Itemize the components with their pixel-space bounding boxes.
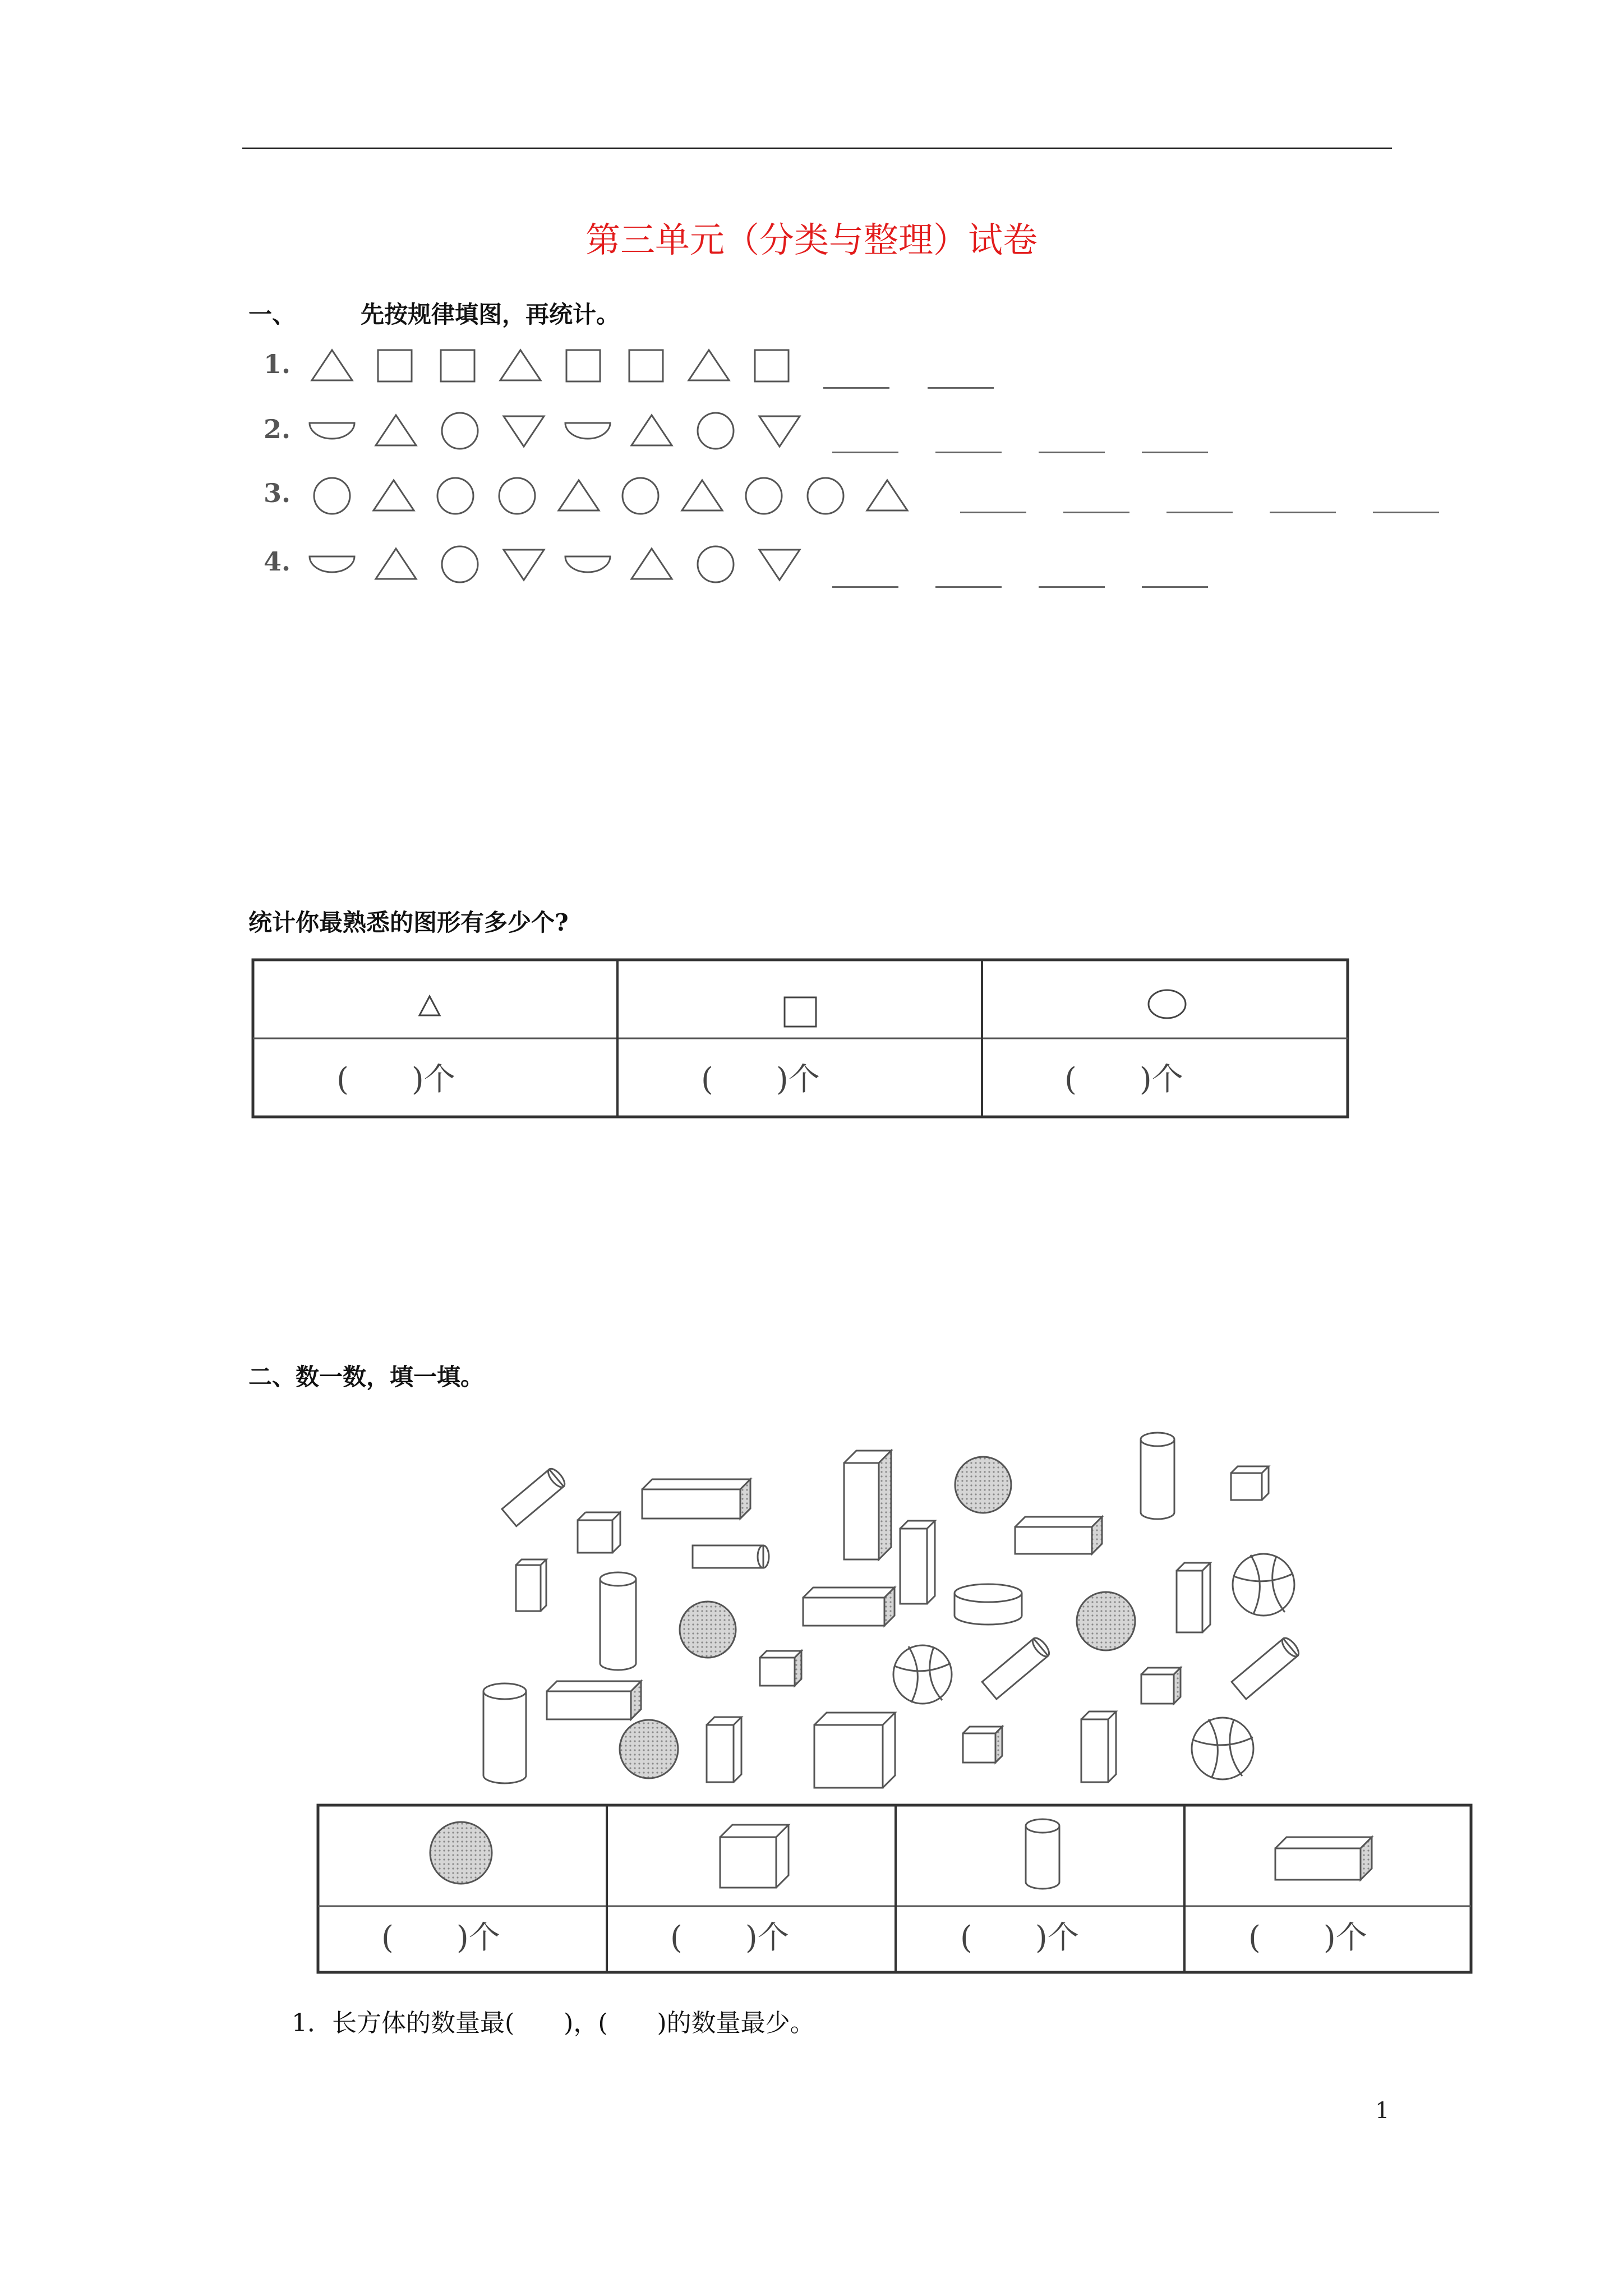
row-label-3: 3. [264, 478, 291, 508]
cylinder [483, 1683, 526, 1783]
cylinder-icon [1026, 1819, 1059, 1889]
half-circle-icon [565, 423, 610, 439]
tilted-cylinder [502, 1466, 568, 1526]
triangle-icon [500, 350, 541, 380]
small-cube [760, 1651, 801, 1686]
triangle-icon [631, 415, 672, 445]
cylinder [1141, 1433, 1174, 1519]
upright-box [1177, 1563, 1210, 1632]
tilted-cylinder [982, 1635, 1052, 1699]
stat-question: 统计你最熟悉的图形有多少个? [248, 909, 569, 936]
circle-icon [314, 478, 350, 514]
circle-icon [442, 546, 478, 582]
ball [893, 1645, 952, 1704]
tilted-cylinder [1232, 1635, 1302, 1699]
row-label-2: 2. [264, 414, 291, 444]
square-icon [755, 350, 789, 381]
circle-icon [698, 546, 734, 582]
triangle-icon [376, 549, 416, 579]
pattern-shapes [0, 0, 1623, 617]
answer-blank[interactable] [960, 512, 1026, 513]
answer-blank[interactable] [1373, 512, 1439, 513]
small-cube [963, 1727, 1002, 1763]
square-icon [566, 350, 600, 381]
upright-box [707, 1717, 741, 1782]
upright-box [1081, 1711, 1116, 1782]
answer-blank[interactable] [1270, 512, 1336, 513]
triangle-icon [689, 350, 729, 380]
sphere [955, 1457, 1011, 1513]
solids-illustration [0, 1402, 1623, 1795]
tall-cuboid [844, 1451, 891, 1559]
cuboid [803, 1588, 895, 1626]
count-cube[interactable]: ( )个 [670, 1920, 789, 1956]
section2-title: 二、数一数，填一填。 [248, 1363, 485, 1391]
answer-blank[interactable] [935, 452, 1002, 453]
count-cylinder[interactable]: ( )个 [960, 1920, 1079, 1956]
page-number: 1 [1375, 2098, 1390, 2124]
row-label-1: 1. [264, 349, 291, 379]
cube-icon [720, 1825, 789, 1888]
triangle-icon [631, 549, 672, 579]
sphere [1077, 1592, 1135, 1650]
square-icon [441, 350, 474, 381]
cube [578, 1512, 620, 1553]
stat-count-circle[interactable]: ( )个 [1064, 1061, 1183, 1098]
circle-icon [746, 478, 782, 514]
answer-blank[interactable] [1039, 586, 1105, 588]
sphere [680, 1602, 736, 1658]
section1-number: 一、 [248, 301, 296, 328]
square-icon [378, 350, 412, 381]
answer-blank[interactable] [935, 586, 1002, 588]
cuboid [642, 1479, 750, 1519]
small-cube [1231, 1466, 1269, 1500]
cylinder [600, 1572, 636, 1670]
half-circle-icon [565, 556, 610, 572]
triangle-icon [419, 996, 440, 1015]
triangle-icon [867, 480, 907, 510]
down-triangle-icon [759, 416, 800, 447]
triangle-icon [374, 480, 414, 510]
count-cuboid[interactable]: ( )个 [1248, 1920, 1367, 1956]
circle-icon [437, 478, 473, 514]
circle-icon [808, 478, 843, 514]
circle-icon [499, 478, 535, 514]
small-cube [1141, 1668, 1181, 1704]
stat-count-square[interactable]: ( )个 [701, 1061, 820, 1098]
circle-icon [442, 413, 478, 449]
circle-icon [623, 478, 658, 514]
sphere [620, 1720, 678, 1778]
ball [1192, 1718, 1253, 1779]
answer-blank[interactable] [832, 452, 898, 453]
cuboid [547, 1681, 641, 1719]
half-circle-icon [310, 423, 354, 439]
question-1: 1．长方体的数量最( )，( )的数量最少。 [292, 2009, 815, 2037]
ball [1233, 1554, 1294, 1616]
cuboid-icon [1275, 1837, 1372, 1880]
stat-count-triangle[interactable]: ( )个 [336, 1061, 455, 1098]
down-triangle-icon [759, 550, 800, 580]
triangle-icon [682, 480, 722, 510]
page-title: 第三单元（分类与整理）试卷 [585, 219, 1038, 260]
tall-box [516, 1559, 546, 1611]
circle-icon [1149, 990, 1186, 1018]
answer-blank[interactable] [1142, 586, 1208, 588]
sphere-icon [430, 1822, 492, 1884]
circle-icon [698, 413, 734, 449]
horizontal-cylinder [693, 1545, 769, 1568]
answer-blank[interactable] [832, 586, 898, 588]
cube [814, 1713, 895, 1788]
triangle-icon [312, 350, 352, 380]
square-icon [785, 997, 816, 1027]
flat-cylinder [955, 1584, 1022, 1625]
square-icon [629, 350, 663, 381]
answer-blank[interactable] [1039, 452, 1105, 453]
row-label-4: 4. [264, 546, 291, 577]
answer-blank[interactable] [1142, 452, 1208, 453]
down-triangle-icon [504, 416, 544, 447]
count-sphere[interactable]: ( )个 [381, 1920, 500, 1956]
triangle-icon [376, 415, 416, 445]
answer-blank[interactable] [823, 387, 889, 389]
answer-blank[interactable] [928, 387, 994, 389]
section1-title: 先按规律填图，再统计。 [361, 301, 620, 328]
answer-blank[interactable] [1166, 512, 1233, 513]
flat-cuboid [1015, 1517, 1102, 1554]
down-triangle-icon [504, 550, 544, 580]
answer-blank[interactable] [1063, 512, 1129, 513]
half-circle-icon [310, 556, 354, 572]
upright-box [900, 1521, 935, 1604]
triangle-icon [559, 480, 599, 510]
